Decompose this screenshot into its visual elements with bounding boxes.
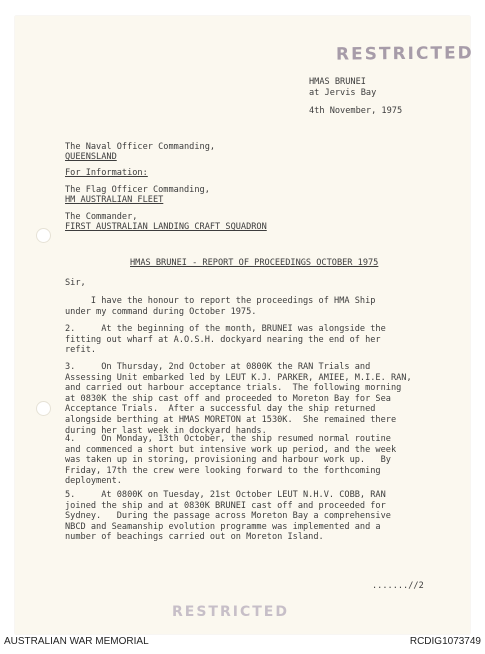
paragraph-line: Sydney. During the passage across Moreton Bay a comprehensive — [65, 511, 391, 522]
info-line: FIRST AUSTRALIAN LANDING CRAFT SQUADRON — [65, 222, 267, 232]
paragraph-line: was taken up in storing, provisioning and harbour work up. By — [65, 455, 391, 466]
paragraph-line: number of beachings carried out on Moreton Island. — [65, 532, 324, 543]
paragraph-line: 4. On Monday, 13th October, the ship resumed normal routine — [65, 434, 391, 444]
paragraph-line: Acceptance Trials. After a successful day the ship returned — [65, 404, 376, 415]
paragraph-line: NBCD and Seamanship evolution programme was implemented and a — [65, 521, 381, 532]
restricted-stamp: RESTRICTED — [172, 604, 289, 618]
paragraph-line: joined the ship and at 0830K BRUNEI cast off and proceeded for — [65, 500, 386, 511]
paragraph-line: alongside berthing at HMAS MORETON at 1530K. She remained there — [65, 415, 397, 425]
header-ship: HMAS BRUNEI — [309, 77, 366, 87]
paragraph-line: I have the honour to report the proceedings of HMA Ship — [65, 296, 376, 306]
punch-hole — [36, 228, 51, 243]
continuation-marker: .......//2 — [372, 581, 424, 591]
info-line: The Commander, — [65, 212, 138, 222]
info-line: The Flag Officer Commanding, — [65, 185, 210, 195]
paragraph-line: at 0830K the ship cast off and proceeded to Moreton Bay for Sea — [65, 393, 391, 404]
punch-hole — [36, 401, 51, 416]
paragraph-line: and commenced a short but intensive work up period, and the week — [65, 444, 397, 455]
info-line: HM AUSTRALIAN FLEET — [65, 195, 164, 205]
paragraph-line: refit. — [65, 345, 97, 356]
paragraph-line: deployment. — [65, 476, 122, 487]
paragraph-line: during her last week in dockyard hands. — [65, 425, 267, 436]
paragraph-line: Assessing Unit embarked led by LEUT K.J. PARKER, AMIEE, M.I.E. RAN, — [65, 372, 412, 383]
footer-source: AUSTRALIAN WAR MEMORIAL — [4, 636, 149, 647]
paragraph-line: Friday, 17th the crew were looking forward to the forthcoming — [65, 465, 381, 476]
addressee-line: The Naval Officer Commanding, — [65, 142, 216, 152]
report-title: HMAS BRUNEI - REPORT OF PROCEEDINGS OCTOBER 1975 — [130, 258, 379, 268]
paragraph-line: 2. At the beginning of the month, BRUNEI was alongside the — [65, 324, 386, 334]
paragraph-line: under my command during October 1975. — [65, 306, 257, 317]
footer-id: RCDIG1073749 — [409, 636, 481, 647]
info-label: For Information: — [65, 168, 148, 178]
restricted-stamp: RESTRICTED — [335, 43, 474, 65]
paragraph-line: 3. On Thursday, 2nd October at 0800K the RAN Trials and — [65, 362, 371, 372]
paragraph-line: and carried out harbour acceptance trials. The following morning — [65, 383, 402, 394]
header-date: 4th November, 1975 — [309, 106, 403, 116]
paragraph-line: fitting out wharf at A.O.S.H. dockyard nearing the end of her — [65, 334, 381, 345]
paragraph-line: 5. At 0800K on Tuesday, 21st October LEUT N.H.V. COBB, RAN — [65, 490, 386, 500]
header-location: at Jervis Bay — [309, 88, 377, 98]
addressee-line: QUEENSLAND — [65, 152, 117, 162]
salutation: Sir, — [65, 278, 86, 288]
